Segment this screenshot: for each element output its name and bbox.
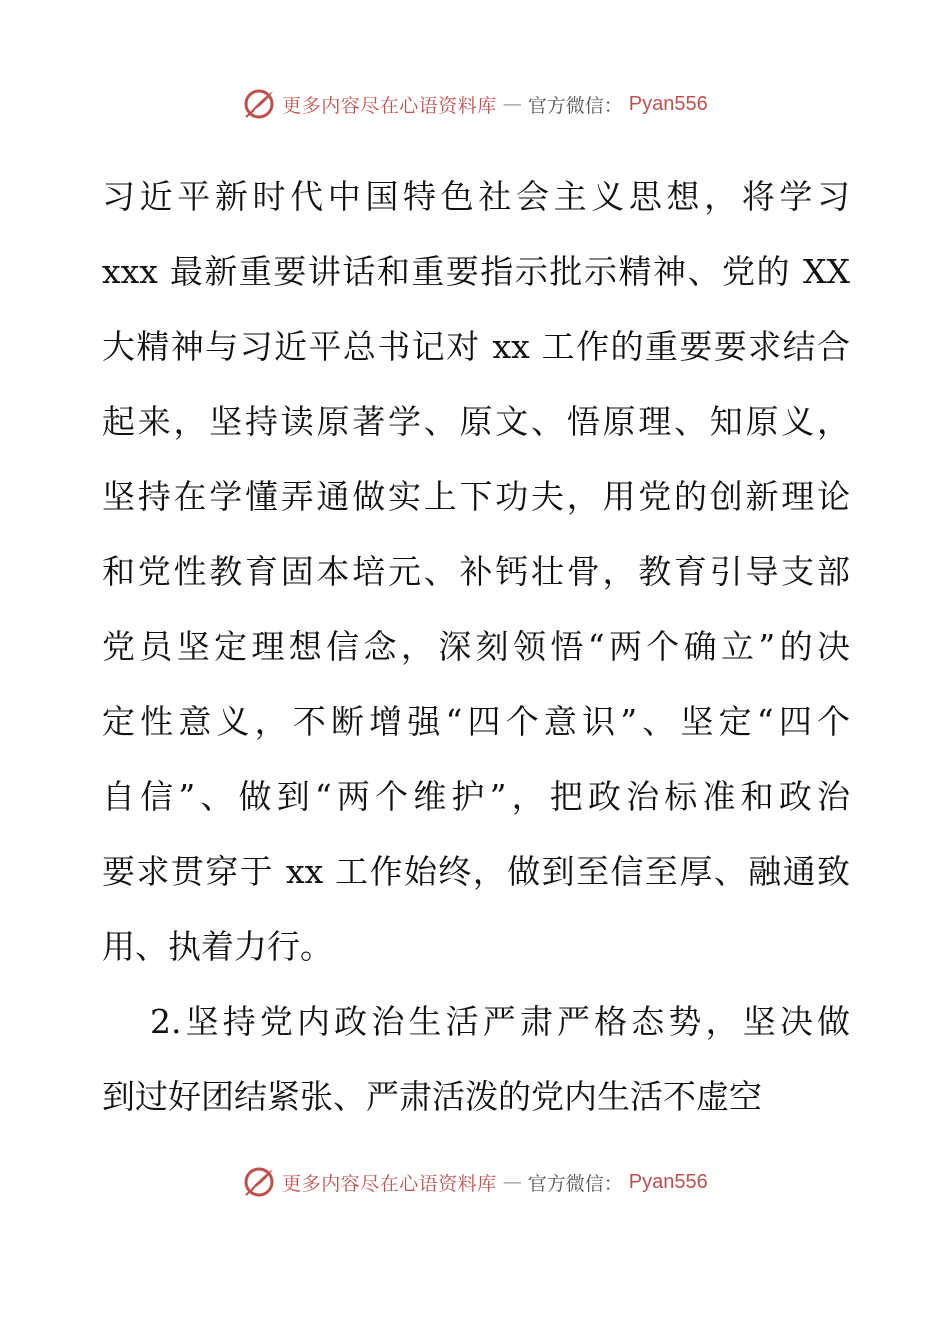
text-line: 自信”、做到“两个维护”，把政治标准和政治	[102, 777, 850, 816]
watermark-header	[0, 84, 950, 124]
watermark-wechat-label: 官方微信：	[527, 94, 623, 117]
text-line: 大精神与习近平总书记对 xx 工作的重要要求结合	[102, 327, 850, 366]
watermark-wechat-label: 官方微信：	[527, 1172, 623, 1195]
document-body	[102, 171, 850, 1146]
text-line: 和党性教育固本培元、补钙壮骨，教育引导支部	[102, 552, 850, 591]
text-line: 起来，坚持读原著学、原文、悟原理、知原义，	[102, 402, 850, 441]
text-line: xxx 最新重要讲话和重要指示批示精神、党的 XX	[102, 252, 850, 291]
text-line: 要求贯穿于 xx 工作始终，做到至信至厚、融通致	[102, 852, 850, 891]
quill-logo-icon	[242, 87, 276, 121]
watermark-dash: —	[502, 93, 522, 115]
text-line: 到过好团结紧张、严肃活泼的党内生活不虚空	[102, 1077, 762, 1116]
text-line: 坚持在学懂弄通做实上下功夫，用党的创新理论	[102, 477, 850, 516]
watermark-wechat-id: Pyan556	[628, 92, 708, 115]
watermark-wechat-id: Pyan556	[628, 1170, 708, 1193]
watermark-dash: —	[502, 1171, 522, 1193]
text-line: 定性意义，不断增强“四个意识”、坚定“四个	[102, 702, 850, 741]
text-line: 用、执着力行。	[102, 927, 333, 966]
text-line: 党员坚定理想信念，深刻领悟“两个确立”的决	[102, 627, 850, 666]
watermark-brand: 更多内容尽在心语资料库	[282, 94, 497, 117]
section-heading-line: 2.坚持党内政治生活严肃严格态势，坚决做	[150, 1002, 850, 1041]
watermark-footer	[0, 1162, 950, 1202]
quill-logo-icon	[242, 1165, 276, 1199]
watermark-brand: 更多内容尽在心语资料库	[282, 1172, 497, 1195]
text-line: 习近平新时代中国特色社会主义思想，将学习	[102, 177, 850, 216]
